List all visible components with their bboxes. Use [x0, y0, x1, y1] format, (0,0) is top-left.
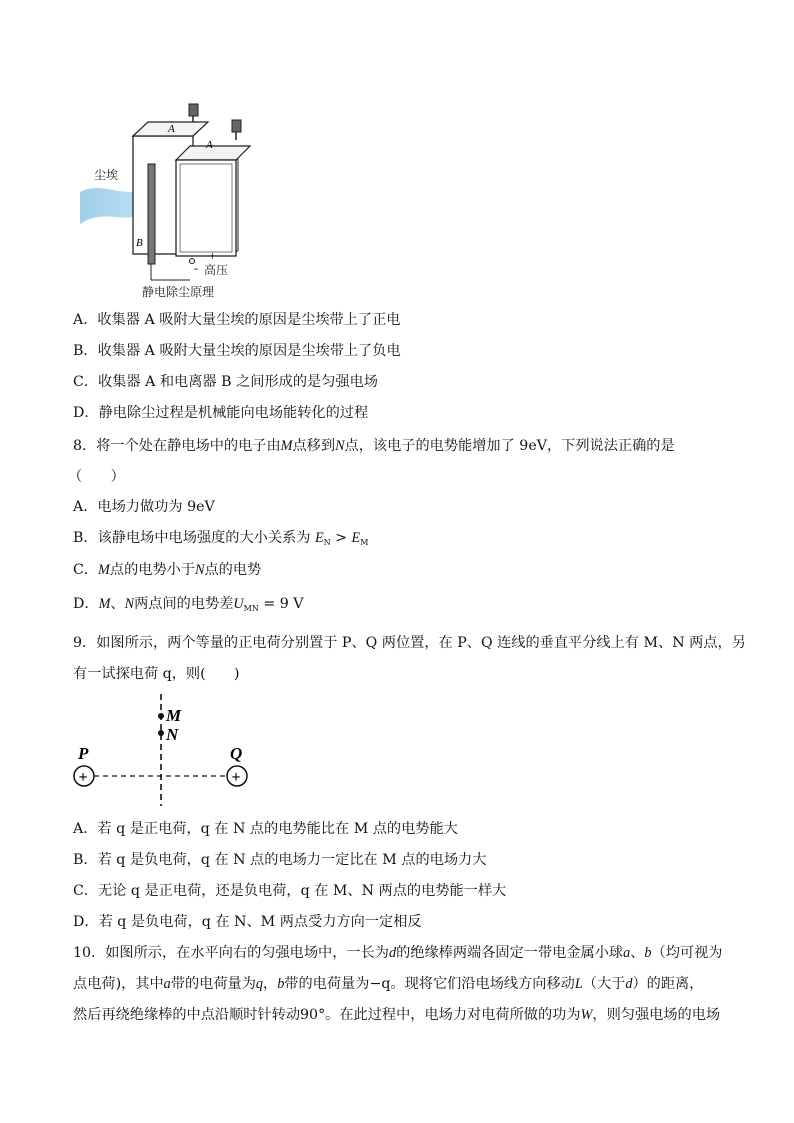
point-n — [158, 730, 164, 736]
q8-option-a: A．电场力做功为 9eV — [73, 499, 215, 515]
label-a2: A — [206, 139, 213, 151]
q10-line2: 点电荷)，其中a带的电荷量为q，b带的电荷量为−q。现将它们沿电场线方向移动L（大于d）的距离， — [73, 976, 704, 992]
label-dust: 尘埃 — [94, 168, 119, 182]
q8-option-c: C．M点的电势小于N点的电势 — [73, 562, 262, 578]
charge-p-sign: + — [78, 769, 88, 786]
charges-diagram — [70, 692, 260, 810]
ionizer-b — [148, 164, 155, 264]
point-m — [158, 713, 164, 719]
figure-electrostatic-precipitator — [78, 100, 268, 300]
q9-option-b: B．若 q 是负电荷，q 在 N 点的电场力一定比在 M 点的电场力大 — [73, 852, 487, 868]
label-n: N — [166, 725, 179, 744]
q10-line3: 然后再绕绝缘棒的中点沿顺时针转动90°。在此过程中，电场力对电荷所做的功为W，则匀强电场的电场 — [73, 1007, 721, 1023]
q9-stem-line1: 9．如图所示，两个等量的正电荷分别置于 P、Q 两位置，在 P、Q 连线的垂直平分线上有 M、N 两点，另 — [73, 635, 746, 651]
q9-option-d: D．若 q 是负电荷，q 在 N、M 两点受力方向一定相反 — [73, 914, 422, 930]
label-a1: A — [168, 123, 175, 135]
charge-q-sign: + — [231, 769, 241, 786]
precipitator-diagram — [78, 100, 268, 300]
label-m: M — [166, 706, 182, 725]
q9-option-a: A．若 q 是正电荷，q 在 N 点的电势能比在 M 点的电势能大 — [73, 821, 458, 837]
q7-option-a: A．收集器 A 吸附大量尘埃的原因是尘埃带上了正电 — [73, 312, 401, 328]
q8-answer-paren: （ ） — [68, 469, 125, 485]
label-b: B — [136, 237, 143, 249]
q8-option-d: D．M、N两点间的电势差$U_{MN} = 9$ V — [73, 596, 304, 613]
collector-plate-front — [176, 160, 236, 256]
terminal-post-1 — [189, 104, 198, 116]
terminal-post-2 — [232, 120, 241, 132]
q9-stem-line2: 有一试探电荷 q，则( ) — [73, 666, 240, 682]
q10-line1: 10．如图所示，在水平向右的匀强电场中，一长为d的绝缘棒两端各固定一带电金属小球a、b（均可视为 — [73, 945, 723, 961]
q7-option-d: D．静电除尘过程是机械能向电场能转化的过程 — [73, 405, 369, 421]
label-high-voltage: 高压 — [204, 263, 229, 277]
label-q: Q — [230, 744, 243, 763]
label-p: P — [78, 744, 89, 763]
q8-option-b: B．该静电场中电场强度的大小关系为 $E_N > E_M$ — [73, 530, 369, 547]
figure-charges — [70, 692, 260, 810]
q9-option-c: C．无论 q 是正电荷，还是负电荷，q 在 M、N 两点的电势能一样大 — [73, 883, 507, 899]
q7-option-b: B．收集器 A 吸附大量尘埃的原因是尘埃带上了负电 — [73, 343, 401, 359]
q7-option-c: C．收集器 A 和电离器 B 之间形成的是匀强电场 — [73, 374, 378, 390]
q8-stem: 8．将一个处在静电场中的电子由M点移到N点，该电子的电势能增加了 9eV，下列说法正确的是 — [73, 438, 675, 454]
figure1-caption: 静电除尘原理 — [142, 285, 215, 299]
label-minus: - — [194, 261, 198, 275]
label-plus: + — [209, 248, 217, 263]
